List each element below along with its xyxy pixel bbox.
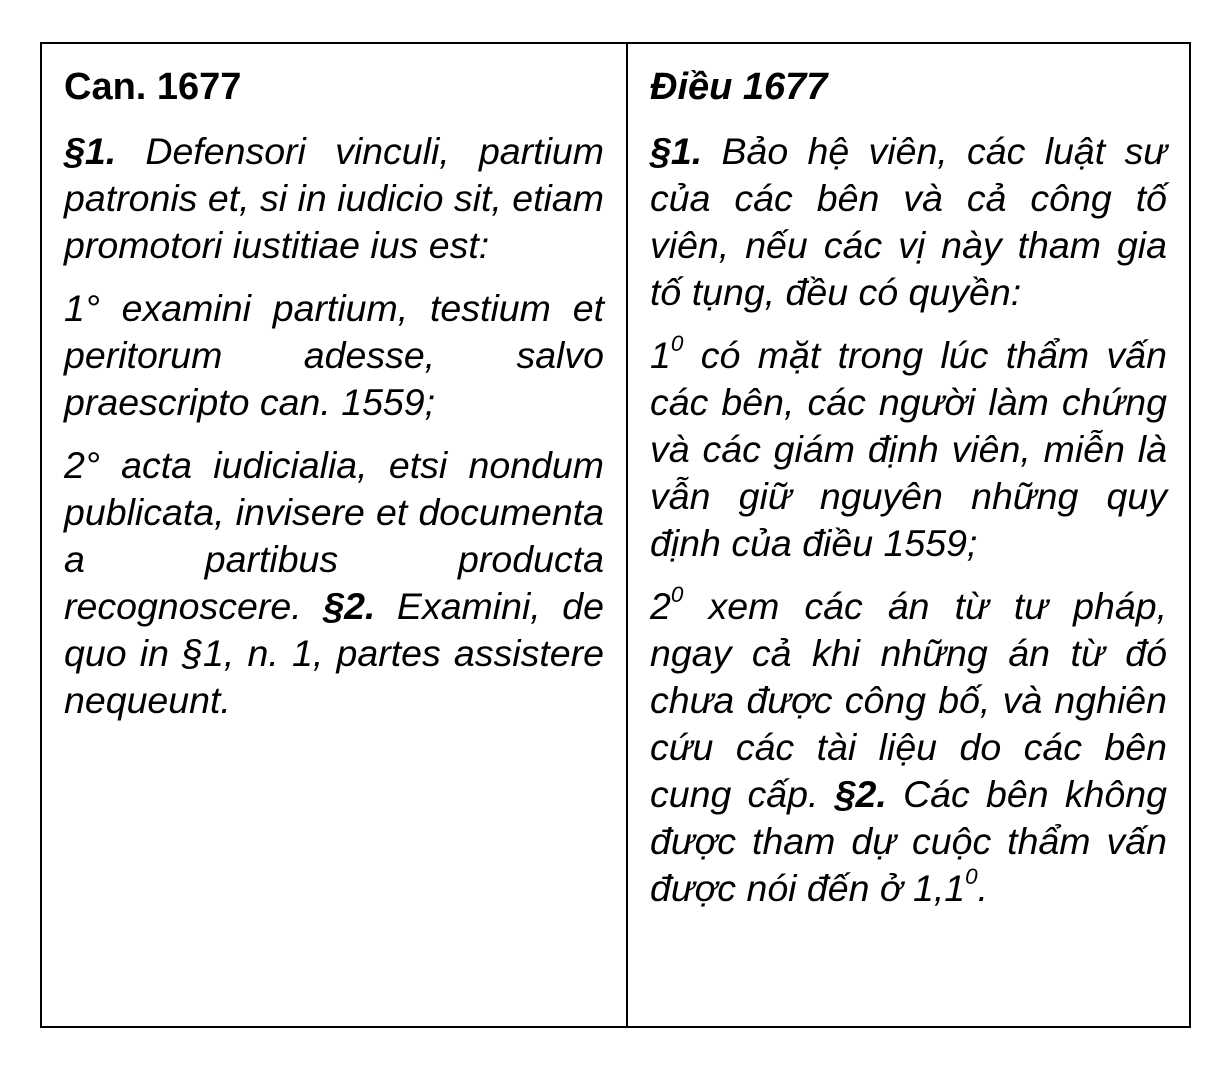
vietnamese-paragraph-1: [650, 128, 1167, 316]
vietnamese-section-2-text: Các bên không được tham dự cuộc thẩm vấn được nói đến ở 1,1: [650, 773, 1168, 909]
vietnamese-paragraph-3-text: xem các án từ tư pháp, ngay cả khi những án từ đó chưa được công bố, và nghiên cứu các tài liệu do các bên cung cấp.: [650, 585, 1167, 815]
vietnamese-paragraph-3: [650, 583, 1167, 912]
latin-paragraph-2: [64, 285, 604, 426]
vietnamese-paragraph-3-lead: 2: [650, 585, 671, 627]
vietnamese-paragraph-2: [650, 332, 1167, 567]
vietnamese-canon-title: Điều 1677: [650, 66, 828, 108]
vietnamese-paragraph-3-sup: 0: [670, 582, 684, 608]
vietnamese-paragraph-2-text: có mặt trong lúc thẩm vấn các bên, các người làm chứng và các giám định viên, miễn là vẫn giữ nguyên những quy định của điều 1559;: [650, 334, 1167, 564]
vietnamese-column: [628, 44, 1189, 1026]
latin-paragraph-1: [64, 128, 604, 269]
vietnamese-section-2-end: .: [977, 867, 989, 909]
latin-paragraph-3-text: 2° acta iudicialia, etsi nondum publicata, invisere et documenta a partibus producta recognoscere.: [64, 444, 604, 627]
latin-section-1-number: §1.: [64, 130, 117, 172]
latin-column: [42, 44, 628, 1026]
vietnamese-paragraph-2-lead: 1: [650, 334, 671, 376]
vietnamese-section-2-number: §2.: [834, 773, 887, 815]
latin-canon-title: Can. 1677: [64, 66, 242, 108]
vietnamese-paragraph-2-sup: 0: [670, 331, 684, 357]
vietnamese-paragraph-1-text: Bảo hệ viên, các luật sư của các bên và cả công tố viên, nếu các vị này tham gia tố tụng, đều có quyền:: [650, 130, 1167, 313]
latin-paragraph-2-text: 1° examini partium, testium et peritorum adesse, salvo praescripto can. 1559;: [64, 287, 604, 423]
vietnamese-section-1-number: §1.: [650, 130, 703, 172]
bilingual-table: [40, 42, 1191, 1028]
vietnamese-section-2-sup: 0: [965, 864, 978, 890]
latin-section-2-text: Examini, de quo in §1, n. 1, partes assistere nequeunt.: [64, 585, 605, 721]
latin-paragraph-1-text: Defensori vinculi, partium patronis et, si in iudicio sit, etiam promotori iustitiae ius est:: [64, 130, 604, 266]
latin-section-2-number: §2.: [323, 585, 376, 627]
latin-paragraph-3: [64, 442, 604, 724]
